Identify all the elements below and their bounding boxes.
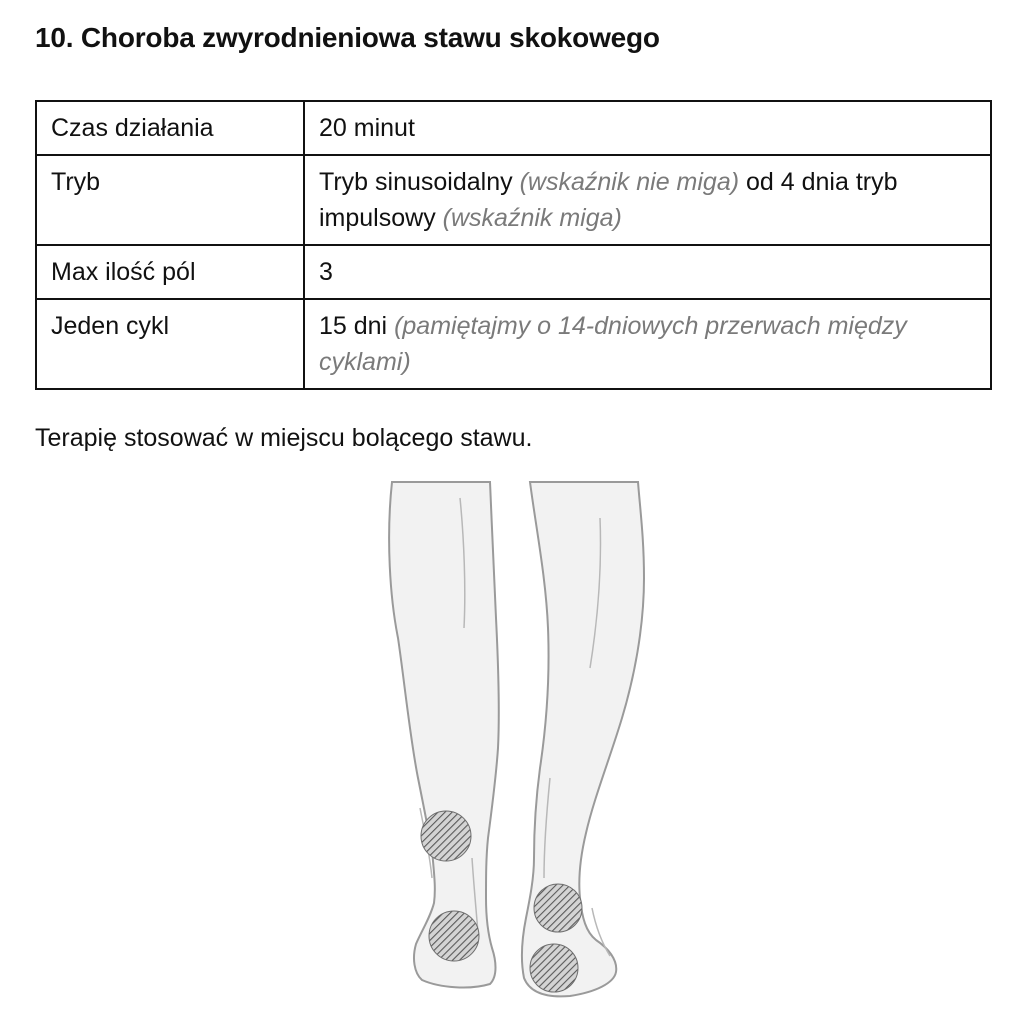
page-title: 10. Choroba zwyrodnieniowa stawu skokowego	[35, 22, 660, 53]
table-value-cell	[304, 101, 991, 155]
parameters-table	[35, 100, 992, 390]
row-value: Tryb sinusoidalny	[319, 168, 520, 196]
table-label-cell: Max ilość pól	[36, 245, 304, 299]
field-marker	[429, 911, 479, 961]
field-marker	[530, 944, 578, 992]
table-row	[36, 101, 991, 155]
left-leg	[389, 482, 499, 987]
table-row	[36, 299, 991, 389]
legs-drawing	[340, 478, 700, 1018]
field-marker	[421, 811, 471, 861]
field-marker	[534, 884, 582, 932]
row-note-second: (wskaźnik miga)	[442, 204, 622, 232]
table-row	[36, 245, 991, 299]
row-value: 20 minut	[319, 114, 415, 142]
table-value-cell	[304, 155, 991, 245]
row-value: 15 dni	[319, 312, 395, 340]
row-note: (wskaźnik nie miga)	[519, 168, 740, 196]
row-note: (pamiętajmy o 14-dniowych przerwach między cyklami)	[319, 312, 907, 376]
instruction-text: Terapię stosować w miejscu bolącego stawu.	[35, 424, 533, 452]
table-value-cell	[304, 245, 991, 299]
table-label-cell: Czas działania	[36, 101, 304, 155]
table-label-cell: Jeden cykl	[36, 299, 304, 389]
leg-illustration	[340, 478, 700, 1018]
table-row	[36, 155, 991, 245]
row-value-continued: od 4 dnia tryb impulsowy	[319, 168, 898, 232]
table-value-cell	[304, 299, 991, 389]
table-label-cell: Tryb	[36, 155, 304, 245]
row-value: 3	[319, 258, 333, 286]
